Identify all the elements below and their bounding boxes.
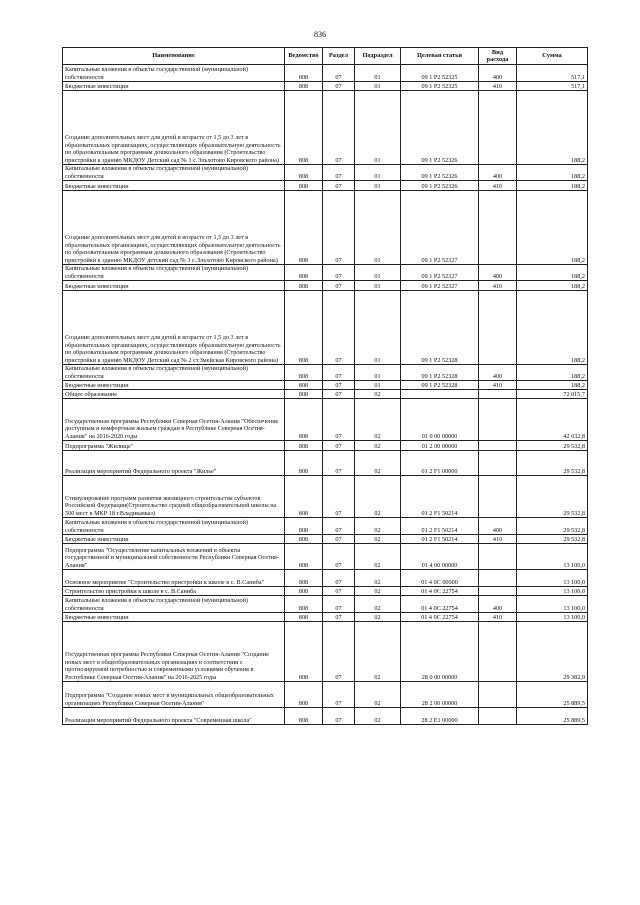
table-row <box>63 441 588 451</box>
cell-subsection: 02 <box>355 390 401 399</box>
cell-name: Капитальные вложения в объекты государственной (муниципальной) собственности <box>63 65 285 82</box>
table-row <box>63 451 588 476</box>
table-header-row <box>63 48 588 65</box>
cell-target: 28 2 00 00000 <box>401 682 479 708</box>
cell-name: Подпрограмма "Осуществление капитальных вложений в объекты государственной и муниципальной собственности Республики Северная Осетия-Алания" <box>63 544 285 570</box>
cell-name: Подпрограмма "Создание новых мест в муниципальных общеобразовательных организациях Республики Северная Осетия-Алания" <box>63 682 285 708</box>
cell-type <box>479 390 517 399</box>
cell-sum: 13 100,0 <box>517 587 588 596</box>
cell-section: 07 <box>323 682 355 708</box>
cell-name: Создание дополнительных мест для детей в возрасте от 1,5 до 3 лет в образовательных организациях, осуществляющих образовательную деятельность по образовательным программам дошкольного образования (Строительство пристройки к зданию МКДОУ Детский сад № 1 с.Эльхотово Кировского района) <box>63 91 285 165</box>
cell-type: 410 <box>479 613 517 622</box>
cell-sum: 517,1 <box>517 65 588 82</box>
cell-dept: 808 <box>285 441 323 451</box>
cell-section: 07 <box>323 65 355 82</box>
cell-type <box>479 622 517 682</box>
cell-sum: 29 382,9 <box>517 622 588 682</box>
cell-subsection: 01 <box>355 65 401 82</box>
table-row <box>63 622 588 682</box>
cell-subsection: 02 <box>355 451 401 476</box>
cell-type: 410 <box>479 82 517 91</box>
header-subsection: Подраздел <box>355 48 401 65</box>
cell-type: 400 <box>479 65 517 82</box>
cell-subsection: 01 <box>355 381 401 390</box>
table-row <box>63 165 588 181</box>
cell-dept: 808 <box>285 91 323 165</box>
cell-dept: 808 <box>285 570 323 587</box>
cell-name: Основное мероприятие "Строительство пристройки к школе в с. В.Саниба" <box>63 570 285 587</box>
table-row <box>63 518 588 535</box>
table-row <box>63 381 588 390</box>
cell-subsection: 01 <box>355 281 401 291</box>
table-row <box>63 181 588 191</box>
cell-target: 09 1 P2 52328 <box>401 381 479 390</box>
cell-subsection: 01 <box>355 165 401 181</box>
cell-sum: 13 100,0 <box>517 613 588 622</box>
cell-name: Бюджетные инвестиции <box>63 281 285 291</box>
cell-dept: 808 <box>285 365 323 381</box>
cell-type <box>479 441 517 451</box>
table-row <box>63 265 588 281</box>
cell-name: Реализация мероприятий Федерального проекта "Жилье" <box>63 451 285 476</box>
cell-subsection: 02 <box>355 613 401 622</box>
cell-sum: 13 100,0 <box>517 570 588 587</box>
cell-target: 09 1 P2 52328 <box>401 291 479 365</box>
table-row <box>63 535 588 544</box>
cell-subsection: 02 <box>355 682 401 708</box>
table-row <box>63 365 588 381</box>
cell-section: 07 <box>323 82 355 91</box>
cell-type: 410 <box>479 381 517 390</box>
cell-sum: 42 632,8 <box>517 399 588 441</box>
table-row <box>63 82 588 91</box>
cell-target: 01 2 F1 50214 <box>401 535 479 544</box>
cell-type <box>479 451 517 476</box>
cell-sum: 29 532,8 <box>517 451 588 476</box>
cell-section: 07 <box>323 451 355 476</box>
cell-dept: 808 <box>285 291 323 365</box>
header-sum: Сумма <box>517 48 588 65</box>
table-row <box>63 570 588 587</box>
cell-sum: 188,2 <box>517 191 588 265</box>
header-dept: Ведомство <box>285 48 323 65</box>
cell-target: 01 4 0С 22754 <box>401 613 479 622</box>
cell-sum: 29 532,8 <box>517 535 588 544</box>
table-row <box>63 544 588 570</box>
cell-subsection: 02 <box>355 476 401 518</box>
cell-name: Капитальные вложения в объекты государственной (муниципальной) собственности <box>63 165 285 181</box>
budget-table <box>62 47 588 725</box>
cell-section: 07 <box>323 622 355 682</box>
cell-section: 07 <box>323 476 355 518</box>
cell-section: 07 <box>323 91 355 165</box>
cell-sum: 188,2 <box>517 281 588 291</box>
table-row <box>63 281 588 291</box>
cell-target <box>401 390 479 399</box>
cell-dept: 808 <box>285 613 323 622</box>
cell-target: 01 2 F1 50214 <box>401 518 479 535</box>
cell-name: Бюджетные инвестиции <box>63 82 285 91</box>
cell-type: 400 <box>479 165 517 181</box>
cell-subsection: 02 <box>355 441 401 451</box>
cell-target: 09 1 P2 52325 <box>401 65 479 82</box>
cell-section: 07 <box>323 613 355 622</box>
cell-section: 07 <box>323 399 355 441</box>
cell-sum: 188,2 <box>517 165 588 181</box>
cell-target: 01 4 0С 22754 <box>401 596 479 613</box>
cell-type <box>479 544 517 570</box>
cell-dept: 808 <box>285 165 323 181</box>
cell-target: 09 1 P2 52326 <box>401 91 479 165</box>
cell-name: Реализация мероприятий Федерального проекта "Современная школа" <box>63 708 285 725</box>
cell-type <box>479 570 517 587</box>
cell-dept: 808 <box>285 65 323 82</box>
cell-type: 410 <box>479 535 517 544</box>
cell-name: Бюджетные инвестиции <box>63 181 285 191</box>
cell-sum: 29 532,8 <box>517 518 588 535</box>
cell-type: 400 <box>479 518 517 535</box>
cell-type <box>479 476 517 518</box>
cell-target: 09 1 P2 52328 <box>401 365 479 381</box>
cell-sum: 188,2 <box>517 381 588 390</box>
cell-type <box>479 587 517 596</box>
cell-dept: 808 <box>285 476 323 518</box>
cell-dept: 808 <box>285 587 323 596</box>
cell-dept: 808 <box>285 281 323 291</box>
cell-target: 28 0 00 00000 <box>401 622 479 682</box>
table-row <box>63 613 588 622</box>
cell-name: Бюджетные инвестиции <box>63 381 285 390</box>
cell-target: 09 1 P2 52325 <box>401 82 479 91</box>
cell-subsection: 02 <box>355 399 401 441</box>
cell-type <box>479 682 517 708</box>
cell-target: 01 4 0С 00000 <box>401 570 479 587</box>
cell-name: Бюджетные инвестиции <box>63 535 285 544</box>
cell-dept: 808 <box>285 682 323 708</box>
cell-section: 07 <box>323 165 355 181</box>
cell-subsection: 01 <box>355 365 401 381</box>
cell-sum: 29 532,8 <box>517 476 588 518</box>
cell-target: 01 2 00 00000 <box>401 441 479 451</box>
cell-name: Государственная программа Республики Северная Осетия-Алания "Обеспечение доступным и комфортным жильем граждан в Республике Северная Осетия-Алания" на 2016-2020 годы <box>63 399 285 441</box>
cell-name: Стимулирование программ развития жилищного строительства субъектов Российской Федерации(Строительство средней общеобразовательной школы на 500 мест в МКР 18 г.Владикавказ) <box>63 476 285 518</box>
cell-sum: 188,2 <box>517 181 588 191</box>
cell-subsection: 01 <box>355 82 401 91</box>
cell-target: 28 2 E1 00000 <box>401 708 479 725</box>
cell-name: Капитальные вложения в объекты государственной (муниципальной) собственности <box>63 596 285 613</box>
cell-dept: 808 <box>285 265 323 281</box>
cell-section: 07 <box>323 587 355 596</box>
cell-subsection: 02 <box>355 708 401 725</box>
cell-section: 07 <box>323 191 355 265</box>
cell-sum: 25 889,5 <box>517 708 588 725</box>
cell-subsection: 01 <box>355 291 401 365</box>
cell-dept: 808 <box>285 381 323 390</box>
cell-name: Создание дополнительных мест для детей в возрасте от 1,5 до 3 лет в образовательных организациях, осуществляющих образовательную деятельность по образовательным программам дошкольного образования (Строительство пристройки к зданию МКДОУ детский сад № 3 с.Эльхотово Кировского района) <box>63 191 285 265</box>
cell-name: Общее образование <box>63 390 285 399</box>
cell-dept: 808 <box>285 518 323 535</box>
cell-sum: 72 015,7 <box>517 390 588 399</box>
cell-section: 07 <box>323 181 355 191</box>
cell-subsection: 01 <box>355 265 401 281</box>
cell-sum: 188,2 <box>517 291 588 365</box>
cell-type <box>479 91 517 165</box>
cell-subsection: 02 <box>355 596 401 613</box>
cell-section: 07 <box>323 708 355 725</box>
cell-type: 410 <box>479 281 517 291</box>
cell-dept: 808 <box>285 708 323 725</box>
cell-section: 07 <box>323 265 355 281</box>
cell-name: Капитальные вложения в объекты государственной (муниципальной) собственности <box>63 365 285 381</box>
header-name: Наименование <box>63 48 285 65</box>
cell-type <box>479 399 517 441</box>
cell-dept: 808 <box>285 191 323 265</box>
cell-subsection: 01 <box>355 91 401 165</box>
cell-target: 09 1 P2 52327 <box>401 265 479 281</box>
cell-target: 01 4 00 00000 <box>401 544 479 570</box>
cell-sum: 29 532,8 <box>517 441 588 451</box>
cell-dept: 808 <box>285 596 323 613</box>
cell-name: Создание дополнительных мест для детей в возрасте от 1,5 до 3 лет в образовательных организациях, осуществляющих образовательную деятельность по образовательным программам дошкольного образования (Строительство пристройки к зданию МКДОУ Детский сад № 2 ст.Змейская Кировского района) <box>63 291 285 365</box>
cell-type <box>479 708 517 725</box>
cell-sum: 188,2 <box>517 265 588 281</box>
cell-subsection: 02 <box>355 535 401 544</box>
cell-name: Бюджетные инвестиции <box>63 613 285 622</box>
table-row <box>63 399 588 441</box>
table-row <box>63 587 588 596</box>
cell-target: 09 1 P2 52327 <box>401 191 479 265</box>
cell-type: 400 <box>479 365 517 381</box>
cell-subsection: 02 <box>355 587 401 596</box>
cell-name: Капитальные вложения в объекты государственной (муниципальной) собственности <box>63 265 285 281</box>
cell-section: 07 <box>323 544 355 570</box>
cell-target: 01 4 0С 22754 <box>401 587 479 596</box>
cell-subsection: 02 <box>355 570 401 587</box>
cell-sum: 25 889,5 <box>517 682 588 708</box>
table-row <box>63 91 588 165</box>
table-row <box>63 596 588 613</box>
cell-name: Государственная программа Республики Северная Осетия-Алания "Создание новых мест в общеобразовательных организациях в соответствии с прогнозируемой потребностью и современными условиями обучения в Республике Северная Осетия-Алания" на 2016-2025 годы <box>63 622 285 682</box>
header-target: Целевая статья <box>401 48 479 65</box>
cell-subsection: 01 <box>355 191 401 265</box>
cell-name: Капитальные вложения в объекты государственной (муниципальной) собственности <box>63 518 285 535</box>
cell-section: 07 <box>323 381 355 390</box>
cell-type <box>479 291 517 365</box>
cell-dept: 808 <box>285 451 323 476</box>
table-row <box>63 291 588 365</box>
cell-name: Подпрограмма "Жилище" <box>63 441 285 451</box>
cell-section: 07 <box>323 535 355 544</box>
cell-dept: 808 <box>285 622 323 682</box>
cell-section: 07 <box>323 291 355 365</box>
cell-dept: 808 <box>285 535 323 544</box>
cell-target: 09 1 P2 52327 <box>401 281 479 291</box>
cell-section: 07 <box>323 518 355 535</box>
cell-section: 07 <box>323 596 355 613</box>
table-row <box>63 682 588 708</box>
cell-type: 410 <box>479 181 517 191</box>
cell-target: 01 2 F1 00000 <box>401 451 479 476</box>
cell-type <box>479 191 517 265</box>
cell-section: 07 <box>323 390 355 399</box>
cell-section: 07 <box>323 281 355 291</box>
table-row <box>63 390 588 399</box>
cell-type: 400 <box>479 265 517 281</box>
table-row <box>63 708 588 725</box>
cell-sum: 13 100,0 <box>517 544 588 570</box>
cell-type: 400 <box>479 596 517 613</box>
header-type: Вид расхода <box>479 48 517 65</box>
header-section: Раздел <box>323 48 355 65</box>
cell-dept: 808 <box>285 399 323 441</box>
cell-target: 09 1 P2 52326 <box>401 165 479 181</box>
cell-section: 07 <box>323 441 355 451</box>
page-number: 836 <box>314 30 326 39</box>
cell-subsection: 01 <box>355 181 401 191</box>
table-row <box>63 191 588 265</box>
cell-subsection: 02 <box>355 622 401 682</box>
cell-target: 09 1 P2 52326 <box>401 181 479 191</box>
cell-section: 07 <box>323 570 355 587</box>
cell-name: Строительство пристройки к школе в с. В.Саниба <box>63 587 285 596</box>
cell-sum: 517,1 <box>517 82 588 91</box>
cell-subsection: 02 <box>355 518 401 535</box>
cell-sum: 188,2 <box>517 91 588 165</box>
cell-sum: 13 100,0 <box>517 596 588 613</box>
cell-target: 01 0 00 00000 <box>401 399 479 441</box>
table-row <box>63 476 588 518</box>
cell-dept: 808 <box>285 390 323 399</box>
cell-sum: 188,2 <box>517 365 588 381</box>
cell-target: 01 2 F1 50214 <box>401 476 479 518</box>
cell-subsection: 02 <box>355 544 401 570</box>
cell-dept: 808 <box>285 181 323 191</box>
cell-dept: 808 <box>285 82 323 91</box>
cell-dept: 808 <box>285 544 323 570</box>
cell-section: 07 <box>323 365 355 381</box>
table-row <box>63 65 588 82</box>
